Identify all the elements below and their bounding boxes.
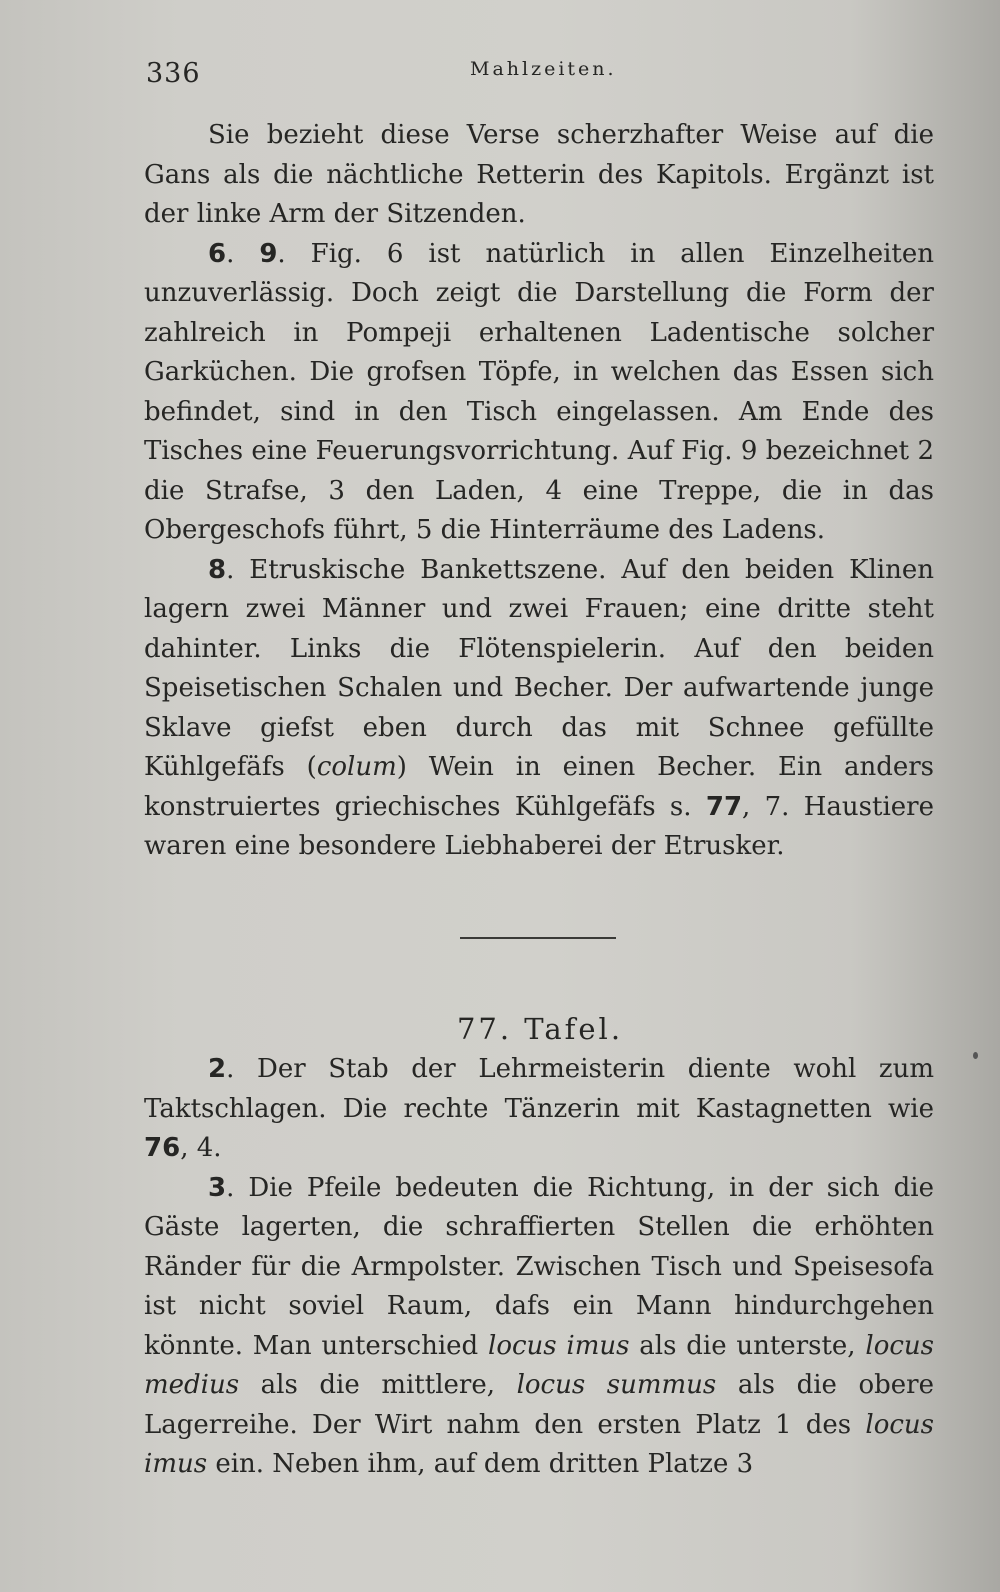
paragraph-text: ein. Neben ihm, auf dem dritten Platze 3 — [207, 1449, 754, 1479]
figure-number: 3 — [208, 1172, 227, 1203]
latin-term: locus imus — [488, 1330, 630, 1361]
paragraph-text: als die unterste, — [629, 1330, 866, 1361]
paragraph-text: , 7. Haustiere waren eine besondere Liebhaberei der Etrusker. — [144, 791, 934, 861]
latin-term: locus imus — [144, 1409, 934, 1479]
paragraph-text: ) Wein in einen Becher. Ein anders konstruiertes griechisches Kühlgefäfs s. — [144, 752, 934, 822]
plate-reference: 77 — [705, 791, 743, 822]
paragraph-fig-8 — [144, 551, 934, 867]
commentary-section-76 — [144, 116, 934, 867]
section-heading-text: 77. Tafel. — [456, 1012, 624, 1046]
figure-number: 9 — [259, 238, 278, 269]
paragraph-fig-3 — [144, 1169, 934, 1485]
separator: . — [226, 238, 260, 269]
paragraph-text: . Etruskische Bankettszene. Auf den beiden Klinen lagern zwei Männer und zwei Frauen; eine dritte steht dahinter. Links die Flötenspielerin. Auf den beiden Speisetischen Schalen und Becher. Der aufwartende junge Sklave giefst eben durch das mit Schnee gefüllte Kühlgefäfs ( — [144, 554, 934, 782]
paragraph-text: Sie bezieht diese Verse scherzhafter Weise auf die Gans als die nächtliche Retterin des Kapitols. Ergänzt ist der linke Arm der Sitzenden. — [144, 120, 934, 229]
section-heading — [0, 1012, 1000, 1046]
latin-term: colum — [316, 752, 397, 782]
paragraph-intro — [144, 116, 934, 235]
figure-number: 2 — [208, 1054, 227, 1084]
figure-number: 6 — [208, 238, 227, 269]
ink-speck — [973, 1052, 978, 1059]
paragraph-text: . Der Stab der Lehrmeisterin diente wohl zum Taktschlagen. Die rechte Tänzerin mit Kastagnetten wie — [144, 1054, 934, 1124]
paragraph-text: . Fig. 6 ist natürlich in allen Einzelheiten unzuverlässig. Doch zeigt die Darstellung die Form der zahlreich in Pompeji erhaltenen Ladentische solcher Garküchen. Die grofsen Töpfe, in welchen das Essen sich befindet, sind in den Tisch eingelassen. Am Ende des Tisches eine Feuerungsvorrichtung. Auf Fig. 9 bezeichnet 2 die Strafse, 3 den Laden, 4 eine Treppe, die in das Obergeschofs führt, 5 die Hinterräume des Ladens. — [144, 238, 934, 545]
paragraph-text: . Die Pfeile bedeuten die Richtung, in der sich die Gäste lagerten, die schraffierten Stellen die erhöhten Ränder für die Armpolster. Zwischen Tisch und Speisesofa ist nicht soviel Raum, dafs ein Mann hindurchgehen könnte. Man unterschied — [144, 1172, 934, 1361]
paragraph-figs-6-9 — [144, 235, 934, 551]
latin-term: locus medius — [144, 1330, 934, 1400]
paragraph-fig-2 — [144, 1050, 934, 1169]
commentary-section-77 — [144, 1050, 934, 1485]
figure-number: 8 — [208, 554, 227, 585]
paragraph-text: , 4. — [180, 1133, 222, 1163]
section-divider — [460, 937, 616, 939]
page-number: 336 — [146, 58, 201, 89]
latin-term: locus summus — [516, 1370, 717, 1400]
paragraph-text: als die obere Lagerreihe. Der Wirt nahm den ersten Platz 1 des — [144, 1370, 934, 1440]
paragraph-text: als die mittlere, — [239, 1370, 517, 1400]
running-head: Mahlzeiten. — [470, 58, 617, 80]
plate-reference: 76 — [144, 1133, 181, 1163]
